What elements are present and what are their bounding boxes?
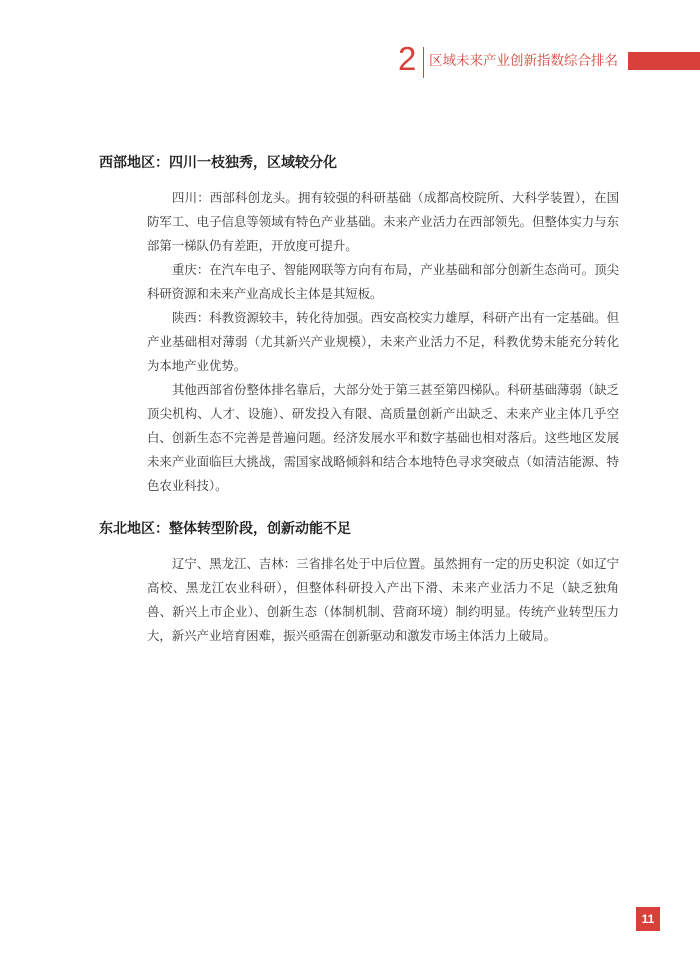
section-spacer <box>99 498 619 518</box>
paragraph-sichuan: 四川：西部科创龙头。拥有较强的科研基础（成都高校院所、大科学装置），在国防军工、电子信息等领域有特色产业基础。未来产业活力在西部领先。但整体实力与东部第一梯队仍有差距，开放度可提升。 <box>147 190 619 253</box>
page-number: 11 <box>636 907 660 931</box>
page-header <box>398 40 700 78</box>
section-heading-northeast: 东北地区：整体转型阶段，创新动能不足 <box>99 521 351 537</box>
chapter-title: 区域未来产业创新指数综合排名 <box>429 53 618 69</box>
chapter-number: 2 <box>398 40 417 77</box>
paragraph-chongqing: 重庆：在汽车电子、智能网联等方向有布局，产业基础和部分创新生态尚可。顶尖科研资源和未来产业高成长主体是其短板。 <box>147 262 619 301</box>
section-heading-west: 西部地区：四川一枝独秀，区域较分化 <box>99 155 337 171</box>
paragraph-northeast: 辽宁、黑龙江、吉林：三省排名处于中后位置。虽然拥有一定的历史积淀（如辽宁高校、黑龙江农业科研），但整体科研投入产出下滑、未来产业活力不足（缺乏独角兽、新兴上市企业）、创新生态（体制机制、营商环境）制约明显。传统产业转型压力大，新兴产业培育困难，振兴亟需在创新驱动和激发市场主体活力上破局。 <box>147 556 619 643</box>
header-divider <box>423 47 424 78</box>
main-content <box>99 152 619 648</box>
paragraph-shaanxi: 陕西：科教资源较丰，转化待加强。西安高校实力雄厚，科研产出有一定基础。但产业基础相对薄弱（尤其新兴产业规模），未来产业活力不足，科教优势未能充分转化为本地产业优势。 <box>147 310 619 373</box>
header-accent-bar <box>628 52 700 70</box>
paragraph-other-west: 其他西部省份整体排名靠后，大部分处于第三甚至第四梯队。科研基础薄弱（缺乏顶尖机构、人才、设施）、研发投入有限、高质量创新产出缺乏、未来产业主体几乎空白、创新生态不完善是普遍问题。经济发展水平和数字基础也相对落后。这些地区发展未来产业面临巨大挑战，需国家战略倾斜和结合本地特色寻求突破点（如清洁能源、特色农业科技）。 <box>147 382 619 493</box>
